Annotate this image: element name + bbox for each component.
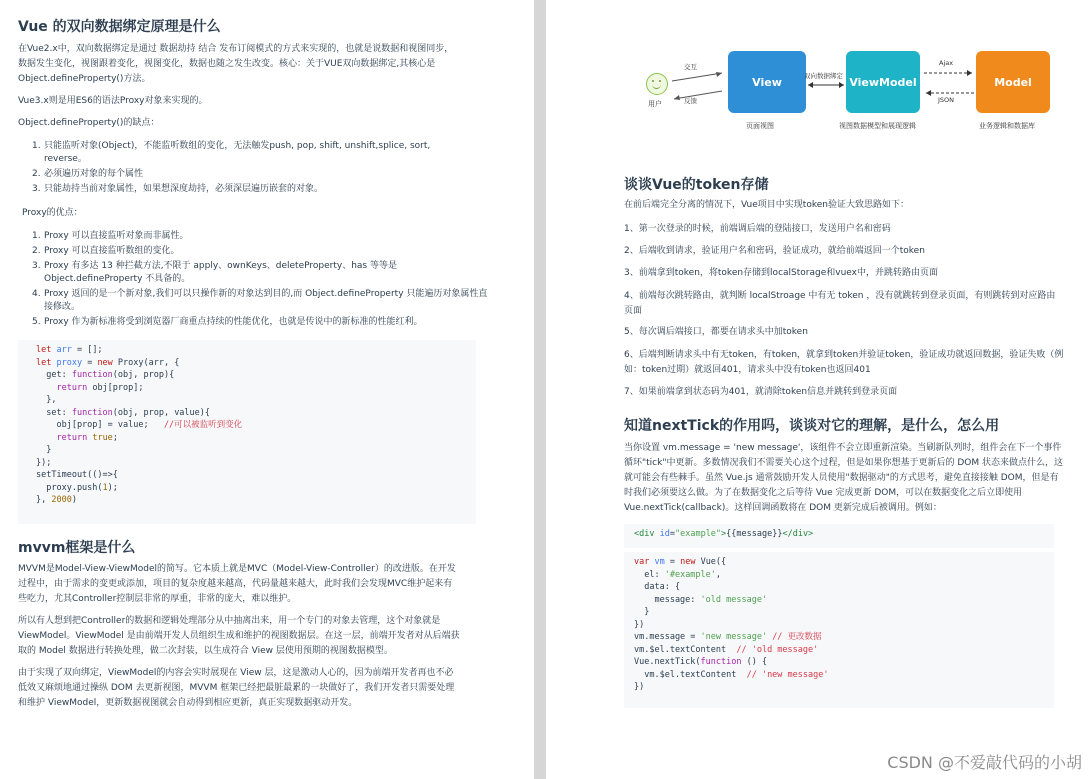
watermark: CSDN @不爱敲代码的小胡 bbox=[887, 753, 1082, 772]
list-item: 3. 只能劫持当前对象属性，如果想深度劫持，必须深层遍历嵌套的对象。 bbox=[32, 184, 324, 194]
defects-title: Object.defineProperty()的缺点： bbox=[18, 118, 160, 128]
token-intro: 在前后端完全分离的情况下，Vue项目中实现token验证大致思路如下： bbox=[624, 200, 909, 210]
document-page-right bbox=[546, 0, 1092, 779]
view-box: View bbox=[728, 51, 806, 113]
page-gutter bbox=[534, 0, 546, 779]
vue3-paragraph: Vue3.x则是用ES6的语法Proxy对象来实现的。 bbox=[18, 96, 208, 106]
proxy-code-block: let arr = []; let proxy = new Proxy(arr, { get: function(obj, prop){ return obj[prop]; }, set: function(obj, prop, value){ obj[prop] = value; //可以被监听到变化 return true; } }); setTimeout(()=>{ proxy.push(1); }, 2000) bbox=[18, 340, 476, 524]
list-item: 5. Proxy 作为新标准将受到浏览器厂商重点持续的性能优化，也就是传说中的新标准的性能红利。 bbox=[32, 317, 423, 327]
binding-label: 双向数据绑定 bbox=[804, 72, 843, 80]
user-smiley-icon bbox=[646, 73, 668, 95]
nexttick-js-code: var vm = new Vue({ el: '#example', data: { message: 'old message' } }) vm.message = 'new message' // 更改数据 vm.$el.textContent // 'old message' Vue.nextTick(function () { vm.$el.textContent // 'new message' }) bbox=[624, 552, 1054, 708]
viewmodel-box: ViewModel bbox=[846, 51, 920, 113]
two-way-binding-arrow-icon bbox=[806, 81, 846, 89]
interact-label: 交互 bbox=[684, 63, 697, 71]
json-label: JSON bbox=[938, 96, 955, 104]
heading-nexttick: 知道nextTick的作用吗，谈谈对它的理解，是什么，怎么用 bbox=[624, 418, 1000, 434]
list-item: 6、后端判断请求头中有无token，有token，就拿到token并验证token，验证成功就返回数据，验证失败（例如：token过期）就返回401，请求头中没有token也返回401 bbox=[624, 350, 1064, 375]
feedback-label: 反馈 bbox=[684, 97, 697, 105]
nexttick-paragraph: 当你设置 vm.message = 'new message'，该组件不会立即重新渲染。当刷新队列时，组件会在下一个事件循环"tick"中更新。多数情况我们不需要关心这个过程，但是如果你想基于更新后的 DOM 状态来做点什么，这就可能会有些棘手。虽然 Vue.js 通常鼓励开发人员使用"数据驱动"的方式思考，避免直接接触 DOM，但是有时我们必须要这么做。为了在数据变化之后等待 Vue 完成更新 DOM，可以在数据变化之后立即使用 Vue.nextTick(callback)。这样回调函数将在 DOM 更新完成后被调用。例如： bbox=[624, 443, 1063, 513]
merits-title: Proxy的优点： bbox=[22, 208, 83, 218]
list-item: 5、每次调后端接口，都要在请求头中加token bbox=[624, 327, 808, 337]
intro-paragraph: 在Vue2.x中，双向数据绑定是通过 数据劫持 结合 发布订阅模式的方式来实现的，也就是说数据和视图同步，数据发生变化，视图跟着变化，视图变化，数据也随之发生改变。核心：关于VUE双向数据绑定,其核心是 Object.defineProperty()方法。 bbox=[18, 44, 454, 84]
heading-vue-binding: Vue 的双向数据绑定原理是什么 bbox=[18, 19, 221, 35]
heading-mvvm: mvvm框架是什么 bbox=[18, 540, 136, 556]
ajax-label: Ajax bbox=[939, 59, 954, 67]
heading-token: 谈谈Vue的token存储 bbox=[624, 177, 769, 193]
list-item: 1、第一次登录的时候，前端调后端的登陆接口，发送用户名和密码 bbox=[624, 224, 891, 234]
model-caption: 业务逻辑和数据库 bbox=[979, 122, 1035, 130]
view-caption: 页面视图 bbox=[746, 122, 774, 130]
list-item: 1. 只能监听对象(Object)，不能监听数组的变化，无法触发push, pop, shift, unshift,splice, sort, reverse。 bbox=[32, 141, 431, 164]
list-item: 7、如果前端拿到状态码为401，就清除token信息并跳转到登录页面 bbox=[624, 387, 898, 397]
list-item: 2. 必须遍历对象的每个属性 bbox=[32, 169, 144, 179]
interact-arrows-icon bbox=[670, 69, 726, 103]
viewmodel-caption: 视图数据模型和展现逻辑 bbox=[839, 122, 916, 130]
mvvm-paragraph-3: 由于实现了双向绑定，ViewModel的内容会实时展现在 View 层，这是激动人心的，因为前端开发者再也不必低效又麻烦地通过操纵 DOM 去更新视图，MVVM 框架已经把最脏最累的一块做好了，我们开发者只需要处理和维护 ViewModel，更新数据视图就会自动得到相应更新，真正实现数据驱动开发。 bbox=[18, 668, 455, 708]
list-item: 4、前端每次跳转路由，就判断 localStroage 中有无 token ，没有就跳转到登录页面，有则跳转到对应路由页面 bbox=[624, 291, 1056, 316]
model-box: Model bbox=[976, 51, 1050, 113]
defects-list bbox=[18, 140, 438, 196]
nexttick-html-code: <div id="example">{{message}}</div> bbox=[624, 524, 1054, 548]
list-item: 2、后端收到请求，验证用户名和密码，验证成功，就给前端返回一个token bbox=[624, 246, 925, 256]
list-item: 4. Proxy 返回的是一个新对象,我们可以只操作新的对象达到目的,而 Object.defineProperty 只能遍历对象属性直接修改。 bbox=[32, 289, 488, 312]
list-item: 3、前端拿到token，将token存储到localStorage和vuex中，并跳转路由页面 bbox=[624, 268, 938, 278]
list-item: 3. Proxy 有多达 13 种拦截方法,不限于 apply、ownKeys、deleteProperty、has 等等是 Object.defineProperty 不具备的。 bbox=[32, 261, 397, 284]
mvvm-paragraph-1: MVVM是Model-View-ViewModel的简写。它本质上就是MVC（Model-View-Controller）的改进版。在开发过程中，由于需求的变更或添加，项目的复杂度越来越高，代码量越来越大，此时我们会发现MVC维护起来有些吃力，尤其Controller控制层非常的厚重，非常的庞大，难以维护。 bbox=[18, 564, 456, 604]
merits-list bbox=[18, 230, 488, 329]
mvvm-paragraph-2: 所以有人想到把Controller的数据和逻辑处理部分从中抽离出来，用一个专门的对象去管理，这个对象就是ViewModel。ViewModel 是由前端开发人员组织生成和维护的视图数据层。在这一层，前端开发者对从后端获取的 Model 数据进行转换处理，做二次封装，以生成符合 View 层使用预期的视图数据模型。 bbox=[18, 616, 460, 656]
list-item: 1. Proxy 可以直接监听对象而非属性。 bbox=[32, 231, 189, 241]
mvvm-diagram bbox=[636, 45, 1066, 135]
user-label: 用户 bbox=[648, 100, 662, 108]
document-page-left bbox=[0, 0, 534, 779]
list-item: 2. Proxy 可以直接监听数组的变化。 bbox=[32, 246, 180, 256]
